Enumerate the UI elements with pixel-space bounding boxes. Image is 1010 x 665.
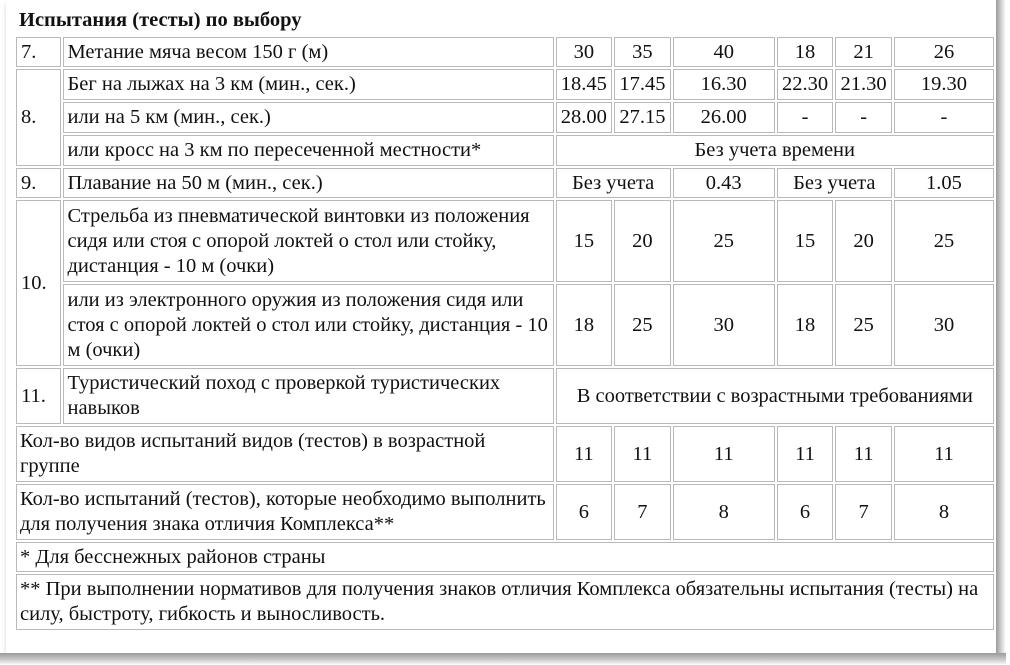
table-row (16, 368, 994, 424)
test-name: или кросс на 3 км по пересеченной местности* (63, 135, 553, 166)
table-row (16, 102, 994, 133)
value-cell: Без учета (777, 168, 892, 198)
table-row (16, 69, 994, 100)
value-cell: 15 (556, 200, 613, 282)
table-row (16, 426, 994, 482)
value-cell: 35 (614, 37, 671, 67)
value-cell: - (835, 102, 892, 133)
value-cell: 26 (894, 37, 994, 67)
table-title: Испытания (тесты) по выбору (19, 8, 302, 31)
value-cell: 28.00 (556, 102, 613, 133)
value-cell: 17.45 (614, 69, 671, 100)
merged-value-cell: В соответствии с возрастными требованиями (556, 368, 994, 424)
value-cell: 6 (556, 484, 613, 540)
value-cell: 11 (777, 426, 834, 482)
summary-label: Кол-во видов испытаний видов (тестов) в возрастной группе (16, 426, 554, 482)
value-cell: 18.45 (556, 69, 613, 100)
value-cell: 30 (556, 37, 613, 67)
value-cell: 15 (777, 200, 834, 282)
value-cell: 11 (614, 426, 671, 482)
value-cell: 40 (673, 37, 775, 67)
frame-shadow-right (996, 0, 1006, 661)
merged-value-cell: Без учета времени (556, 135, 994, 166)
value-cell: 11 (894, 426, 994, 482)
frame-shadow-bottom (0, 653, 1006, 665)
value-cell: Без учета (556, 168, 671, 198)
value-cell: - (777, 102, 834, 133)
value-cell: 1.05 (894, 168, 994, 198)
test-name: Метание мяча весом 150 г (м) (63, 37, 553, 67)
value-cell: 25 (835, 284, 892, 366)
footnote-text: * Для бесснежных районов страны (16, 542, 994, 572)
row-number: 7. (16, 37, 61, 67)
value-cell: 18 (777, 284, 834, 366)
value-cell: 11 (556, 426, 613, 482)
value-cell: 8 (673, 484, 775, 540)
row-number: 8. (16, 69, 61, 166)
value-cell: 20 (835, 200, 892, 282)
table-title-row (16, 5, 994, 35)
value-cell: 25 (614, 284, 671, 366)
value-cell: 21 (835, 37, 892, 67)
value-cell: 22.30 (777, 69, 834, 100)
value-cell: 11 (673, 426, 775, 482)
table-row (16, 135, 994, 166)
standards-table (14, 3, 996, 632)
value-cell: 16.30 (673, 69, 775, 100)
value-cell: 26.00 (673, 102, 775, 133)
test-name: или на 5 км (мин., сек.) (63, 102, 553, 133)
summary-label: Кол-во испытаний (тестов), которые необходимо выполнить для получения знака отличия Комплекса** (16, 484, 554, 540)
value-cell: - (894, 102, 994, 133)
table-row (16, 37, 994, 67)
value-cell: 21.30 (835, 69, 892, 100)
value-cell: 0.43 (673, 168, 775, 198)
footnote-row (16, 574, 994, 630)
value-cell: 27.15 (614, 102, 671, 133)
value-cell: 30 (894, 284, 994, 366)
value-cell: 8 (894, 484, 994, 540)
value-cell: 18 (556, 284, 613, 366)
table-row (16, 484, 994, 540)
test-name: Плавание на 50 м (мин., сек.) (63, 168, 553, 198)
value-cell: 30 (673, 284, 775, 366)
value-cell: 19.30 (894, 69, 994, 100)
table-row (16, 168, 994, 198)
footnote-text: ** При выполнении нормативов для получения знаков отличия Комплекса обязательны испытания (тесты) на силу, быстроту, гибкость и выносливость. (16, 574, 994, 630)
value-cell: 20 (614, 200, 671, 282)
row-number: 10. (16, 200, 61, 366)
table-row (16, 200, 994, 282)
value-cell: 7 (835, 484, 892, 540)
value-cell: 6 (777, 484, 834, 540)
value-cell: 18 (777, 37, 834, 67)
footnote-row (16, 542, 994, 572)
test-name: Стрельба из пневматической винтовки из положения сидя или стоя с опорой локтей о стол или стойку, дистанция - 10 м (очки) (63, 200, 553, 282)
value-cell: 25 (673, 200, 775, 282)
table-row (16, 284, 994, 366)
test-name: Туристический поход с проверкой туристических навыков (63, 368, 553, 424)
test-name: или из электронного оружия из положения сидя или стоя с опорой локтей о стол или стойку, дистанция - 10 м (очки) (63, 284, 553, 366)
value-cell: 7 (614, 484, 671, 540)
value-cell: 11 (835, 426, 892, 482)
test-name: Бег на лыжах на 3 км (мин., сек.) (63, 69, 553, 100)
row-number: 9. (16, 168, 61, 198)
row-number: 11. (16, 368, 61, 424)
value-cell: 25 (894, 200, 994, 282)
